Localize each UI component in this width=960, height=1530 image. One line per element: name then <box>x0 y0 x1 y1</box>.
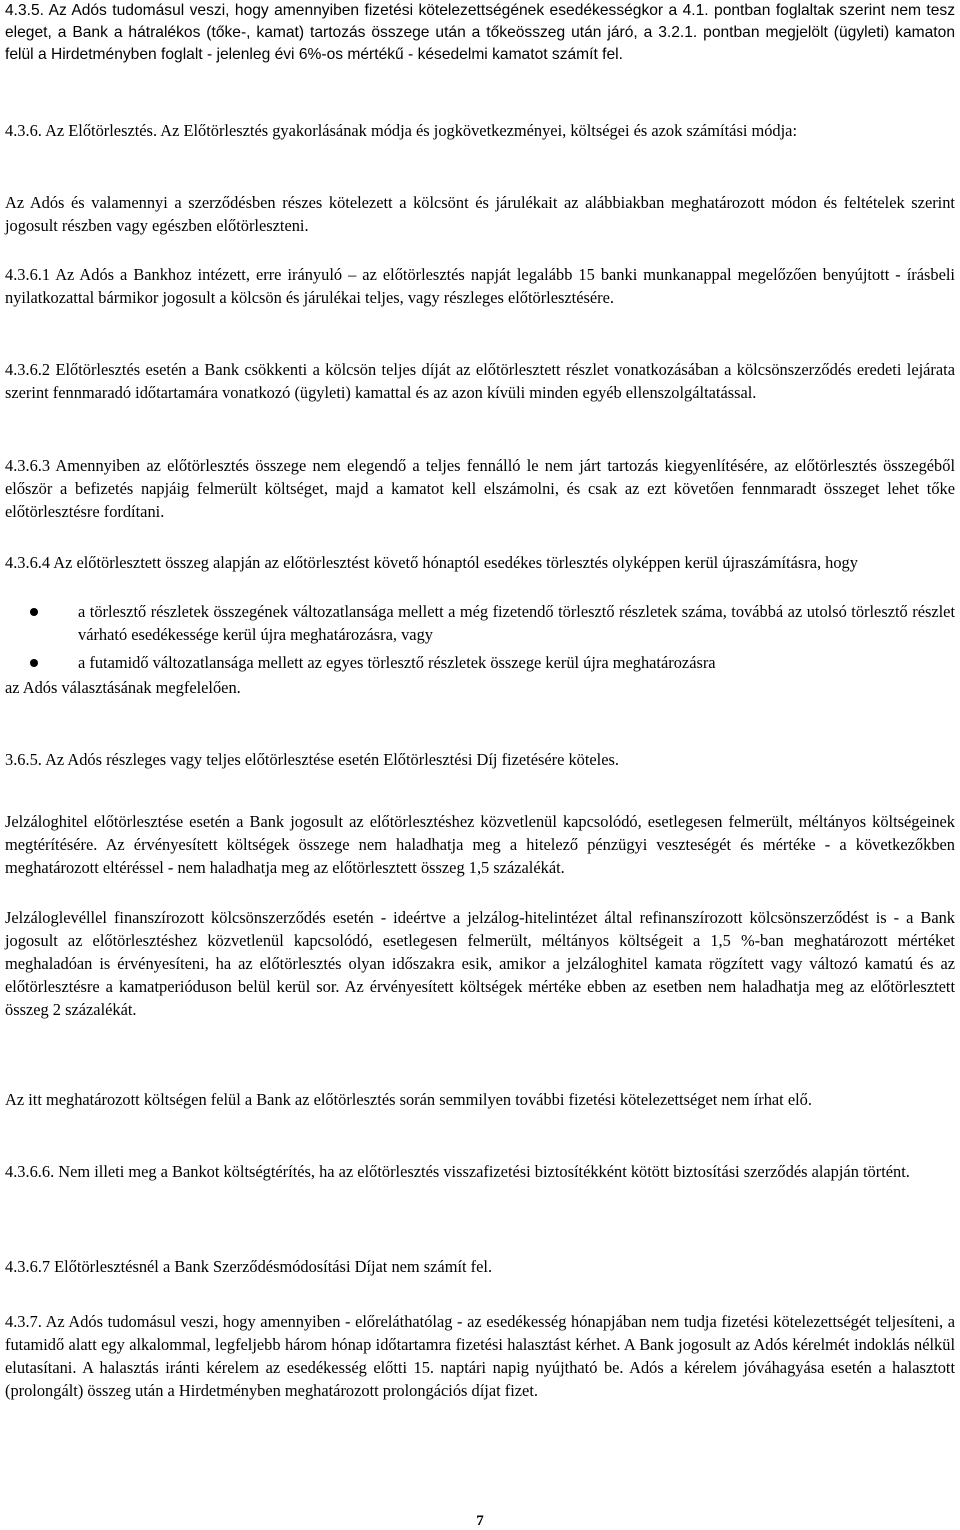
paragraph-prepayment-intro: Az Adós és valamennyi a szerződésben részes kötelezett a kölcsönt és járulékait az alábbiakban meghatározott módon és feltételek szerint jogosult részben vagy egészben előtörleszteni. <box>5 193 955 235</box>
paragraph-mortgage-prepayment: Jelzáloghitel előtörlesztése esetén a Bank jogosult az előtörlesztéshez közvetlenül kapcsolódó, esetlegesen felmerült, méltányos költségeinek megtérítésére. Az érvényesített költségek összege nem haladhatja meg a hitelező pénzügyi veszteségét és mértéke - a következőkben meghatározott eltéréssel - nem haladhatja meg az előtörlesztett összeg 1,5 százalékát. <box>5 812 955 877</box>
paragraph-4-3-5: 4.3.5. Az Adós tudomásul veszi, hogy amennyiben fizetési kötelezettségének esedékességkor a 4.1. pontban foglaltak szerint nem tesz eleget, a Bank a hátralékos (tőke-, kamat) tartozás összege után a tőkeösszeg után járó, a 3.2.1. pontban megjelölt (ügyleti) kamaton felül a Hirdetményben foglalt - jelenleg évi 6%-os mértékű - késedelmi kamatot számít fel. <box>5 2 955 63</box>
paragraph-4-3-6-3: 4.3.6.3 Amennyiben az előtörlesztés összege nem elegendő a teljes fennálló le nem járt tartozás kiegyenlítésére, az előtörlesztés összegéből először a befizetés napjáig felmerült költséget, majd a kamatot kell elszámolni, és csak az ezt követően fennmaradt összeget lehet tőke előtörlesztésre fordítani. <box>5 456 955 521</box>
paragraph-4-3-7: 4.3.7. Az Adós tudomásul veszi, hogy amennyiben - előreláthatólag - az esedékesség hónapjában nem tudja fizetési kötelezettségét teljesíteni, a futamidő alatt egy alkalommal, legfeljebb három hónap időtartamra fizetési halasztást kérhet. A Bank jogosult az Adós kérelmét indoklás nélkül elutasítani. A halasztás iránti kérelem az esedékesség előtti 15. naptári napig nyújtható be. Adós a kérelem jóváhagyása esetén a halasztott (prolongált) összeg után a Hirdetményben meghatározott prolongációs díjat fizet. <box>5 1312 955 1400</box>
bullet-item-1: a törlesztő részletek összegének változatlansága mellett a még fizetendő törlesztő részletek száma, továbbá az utolsó törlesztő részlet várható esedékessége kerül újra meghatározásra, vagy <box>78 602 955 644</box>
paragraph-4-3-6-1: 4.3.6.1 Az Adós a Bankhoz intézett, erre irányuló – az előtörlesztés napját legalább 15 banki munkanappal megelőzően benyújtott - írásbeli nyilatkozattal bármikor jogosult a kölcsön és járulékai teljes, vagy részleges előtörlesztésére. <box>5 265 955 307</box>
paragraph-4-3-6-6: 4.3.6.6. Nem illeti meg a Bankot költségtérítés, ha az előtörlesztés visszafizetési biztosítékként kötött biztosítási szerződés alapján történt. <box>5 1162 910 1181</box>
paragraph-mortgage-bond-loan: Jelzáloglevéllel finanszírozott kölcsönszerződés esetén - ideértve a jelzálog-hitelintézet által refinanszírozott kölcsönszerződést is - a Bank jogosult az előtörlesztéshez közvetlenül kapcsolódó, esetlegesen felmerült, méltányos költségeit a 1,5 %-ban meghatározott mértéket meghaladóan is érvényesíteni, ha az előtörlesztés olyan időszakra esik, amikor a jelzáloghitel kamata rögzített vagy változó kamatú és az előtörlesztésre a kamatperióduson belül kerül sor. Az érvényesített költségek mértéke ebben az esetben nem haladhatja meg az előtörlesztett összeg 2 százalékát. <box>5 908 955 1019</box>
paragraph-4-3-6-4: 4.3.6.4 Az előtörlesztett összeg alapján az előtörlesztést követő hónaptól esedékes törlesztés olyképpen kerül újraszámításra, hogy <box>5 553 858 572</box>
paragraph-4-3-6-2: 4.3.6.2 Előtörlesztés esetén a Bank csökkenti a kölcsön teljes díját az előtörlesztett részlet vonatkozásában a kölcsönszerződés eredeti lejárata szerint fennmaradó időtartamára vonatkozó (ügyleti) kamattal és az azon kívüli minden egyéb ellenszolgáltatással. <box>5 360 955 402</box>
bullet-item-2: a futamidő változatlansága mellett az egyes törlesztő részletek összege kerül újra meghatározásra <box>78 653 716 672</box>
page-number: 7 <box>476 1513 484 1529</box>
paragraph-4-3-6-7: 4.3.6.7 Előtörlesztésnél a Bank Szerződésmódosítási Díjat nem számít fel. <box>5 1257 493 1276</box>
paragraph-4-3-6-heading: 4.3.6. Az Előtörlesztés. Az Előtörlesztés gyakorlásának módja és jogkövetkezményei, költségei és azok számítási módja: <box>5 121 797 140</box>
paragraph-3-6-5: 3.6.5. Az Adós részleges vagy teljes előtörlesztése esetén Előtörlesztési Díj fizetésére köteles. <box>5 750 619 769</box>
bullet-icon <box>30 608 38 616</box>
paragraph-after-bullets: az Adós választásának megfelelően. <box>5 678 241 697</box>
paragraph-no-further-obligation: Az itt meghatározott költségen felül a Bank az előtörlesztés során semmilyen további fizetési kötelezettséget nem írhat elő. <box>5 1090 812 1109</box>
bullet-icon <box>30 659 38 667</box>
